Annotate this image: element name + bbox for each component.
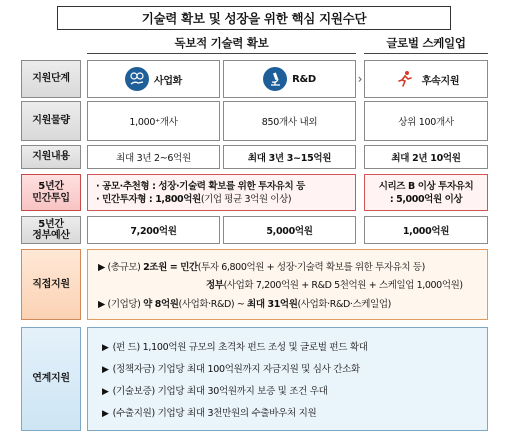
private-investment-note: (기업 평균 3억원 이상) [200, 193, 292, 205]
direct-company-min: 약 8억원 [143, 299, 179, 310]
direct-company-prefix: ▶ (기업당) [98, 299, 144, 310]
budget-rnd [223, 216, 356, 244]
section-divider-right [364, 53, 488, 54]
direct-company-scope: (사업화·R&D·스케일업) [297, 299, 391, 310]
row-label-linked-text: 연계지원 [32, 373, 70, 385]
private-right-amount: : 5,000억원 이상 [389, 193, 463, 205]
row-label-direct-text: 직접지원 [32, 278, 70, 290]
triangle-bullet-icon: ▶ [102, 409, 109, 419]
triangle-bullet-icon: ▶ [102, 343, 109, 353]
direct-company-max: 최대 31억원 [247, 299, 298, 310]
row-label-content-text: 지원내용 [32, 151, 70, 163]
linked-item-guarantee [102, 383, 328, 397]
row-label-private-line2: 민간투입 [32, 192, 70, 204]
row-label-linked [21, 327, 81, 431]
volume-rnd-value: 850개사 내외 [261, 117, 318, 128]
page-title [57, 6, 451, 30]
linked-item-export [102, 405, 316, 419]
triangle-bullet-icon: ▶ [102, 365, 109, 375]
row-label-private [21, 174, 81, 211]
content-commercialization-value: 최대 3년 2~6억원 [116, 153, 191, 164]
volume-commercialization [87, 101, 220, 141]
row-label-volume [21, 101, 81, 141]
private-line-investment [96, 193, 355, 206]
private-investment-box [87, 174, 356, 211]
row-label-private-line1: 5년간 [38, 181, 64, 192]
direct-line-total [98, 259, 425, 273]
stage-arrow [356, 60, 364, 98]
direct-line-per-company [98, 296, 391, 310]
direct-total-private-detail: (투자 6,800억원 + 성장·기술력 확보를 위한 투자유치 등) [197, 262, 425, 273]
content-rnd [223, 145, 356, 169]
stage-rnd [223, 60, 356, 98]
row-label-stage-text: 지원단계 [32, 73, 70, 85]
row-label-budget-line2: 정부예산 [32, 230, 70, 241]
row-label-budget [21, 216, 81, 244]
stage-commercialization-label: 사업화 [153, 75, 183, 87]
linked-item-fund [102, 339, 368, 353]
direct-total-amount: 2조원 = 민간 [143, 262, 198, 273]
linked-item-export-text: (수출지원) 기업당 최대 3천만원의 수출바우처 지원 [112, 408, 317, 419]
row-label-volume-text: 지원물량 [32, 115, 70, 127]
row-label-direct [21, 249, 81, 320]
budget-commercialization [87, 216, 220, 244]
microscope-icon [263, 67, 287, 91]
direct-support-box [87, 249, 488, 320]
private-right-series: 시리즈 B 이상 투자유치 [378, 180, 474, 192]
budget-commercialization-value: 7,200억원 [130, 226, 177, 237]
linked-item-guarantee-text: (기술보증) 기업당 최대 30억원까지 보증 및 조건 우대 [112, 386, 328, 397]
content-commercialization [87, 145, 220, 169]
stage-followup [364, 60, 488, 98]
linked-item-fund-text: (펀 드) 1,100억원 규모의 초격차 펀드 조성 및 글로벌 펀드 확대 [112, 342, 368, 353]
linked-item-policy-text: (정책자금) 기업당 최대 100억원까지 자금지원 및 심사 간소화 [112, 364, 360, 375]
linked-support-box [87, 327, 488, 431]
volume-rnd [223, 101, 356, 141]
budget-followup [364, 216, 488, 244]
private-investment-box-right [364, 174, 488, 211]
private-investment-amount: · 민간투자형 : 1,800억원 [96, 193, 201, 205]
volume-followup [364, 101, 488, 141]
section-header-left-text: 독보적 기술력 확보 [174, 36, 269, 50]
page-title-text: 기술력 확보 및 성장을 위한 핵심 지원수단 [141, 11, 367, 26]
money-hand-icon [125, 67, 149, 91]
content-rnd-value: 최대 3년 3~15억원 [247, 153, 332, 164]
private-line-contest: · 공모·추천형 : 성장·기술력 확보를 위한 투자유치 등 [96, 180, 305, 192]
stage-rnd-label: R&D [292, 73, 316, 85]
arrow-icon: › [357, 72, 363, 86]
volume-followup-value: 상위 100개사 [398, 117, 454, 128]
stage-commercialization [87, 60, 220, 98]
content-followup-value: 최대 2년 10억원 [391, 153, 461, 164]
section-header-left [87, 34, 356, 52]
direct-company-mid: (사업화·R&D) ~ [178, 299, 248, 310]
volume-commercialization-value: 1,000⁺개사 [129, 117, 178, 128]
content-followup [364, 145, 488, 169]
budget-followup-value: 1,000억원 [402, 226, 450, 237]
direct-total-prefix: ▶ (총규모) [98, 262, 144, 273]
direct-gov-detail: (사업화 7,200억원 + R&D 5천억원 + 스케일업 1,000억원) [223, 280, 463, 291]
direct-line-gov [206, 277, 463, 291]
row-label-stage [21, 60, 81, 98]
section-header-right-text: 글로벌 스케일업 [386, 36, 466, 50]
section-header-right [364, 34, 488, 52]
linked-item-policy [102, 361, 360, 375]
runner-icon [393, 67, 417, 91]
section-divider-left [87, 53, 356, 54]
direct-gov-label: 정부 [206, 280, 224, 291]
stage-followup-label: 후속지원 [421, 75, 460, 87]
row-label-content [21, 145, 81, 169]
triangle-bullet-icon: ▶ [102, 387, 109, 397]
row-label-budget-line1: 5년간 [38, 218, 64, 230]
budget-rnd-value: 5,000억원 [266, 226, 313, 237]
